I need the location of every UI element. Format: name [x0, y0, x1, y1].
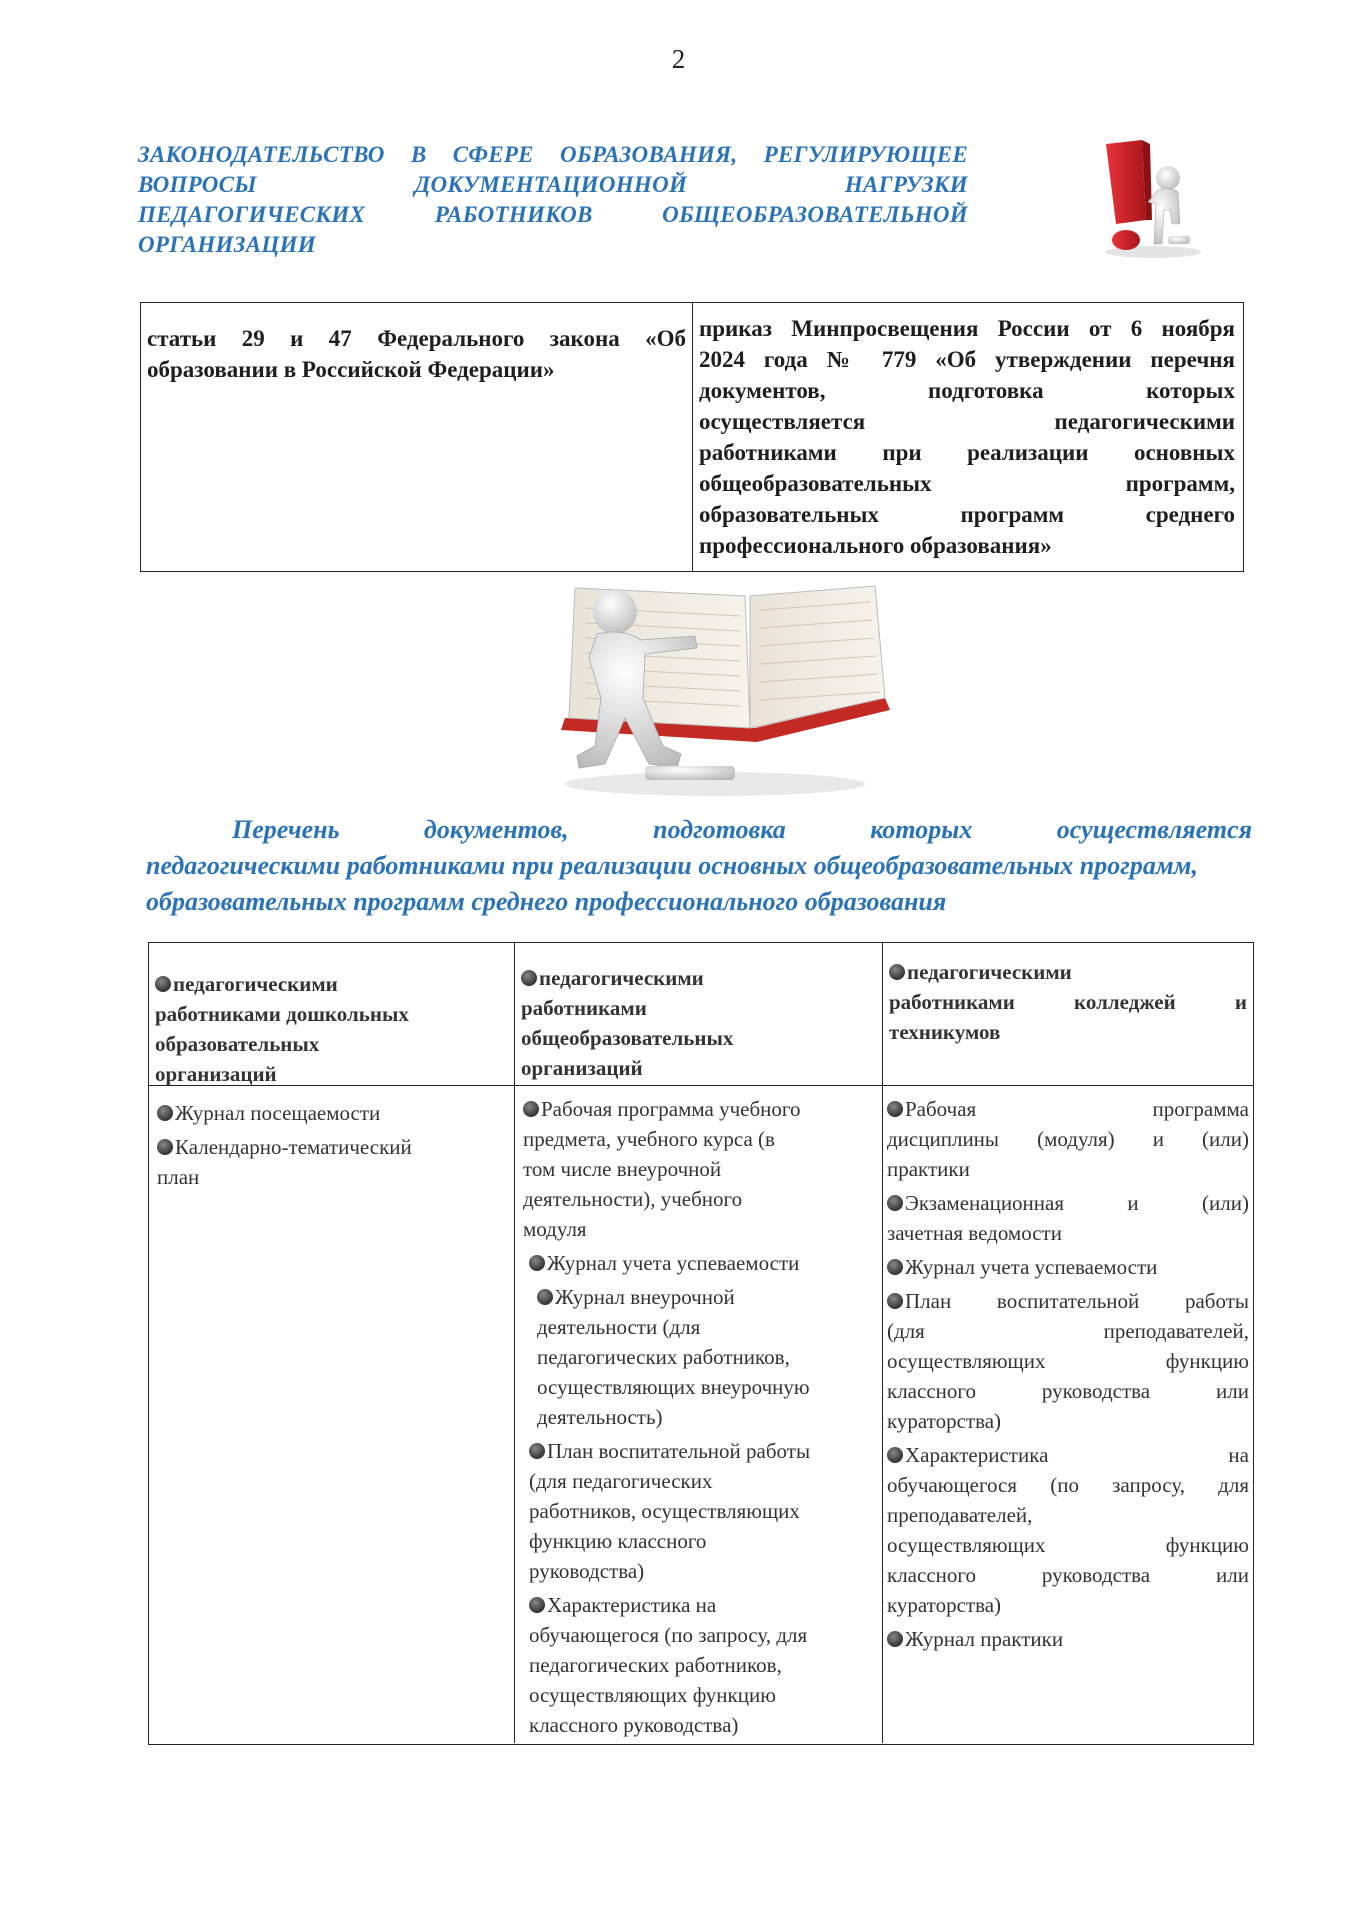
item-line: функцию классного — [529, 1529, 707, 1553]
law-line: приказ Минпросвещения России от 6 ноября — [699, 316, 1235, 341]
list-item — [523, 1436, 876, 1586]
list-item — [887, 1440, 1249, 1620]
header-line: общеобразовательных — [521, 1026, 734, 1050]
bullet-icon — [889, 964, 905, 980]
bullet-icon — [157, 1105, 173, 1121]
page-number: 2 — [671, 44, 686, 74]
list-item — [523, 1590, 876, 1740]
item-line: педагогических работников, — [537, 1345, 790, 1369]
header-line: образовательных — [155, 1032, 320, 1056]
bullet-icon — [529, 1597, 545, 1613]
title-line: ПЕДАГОГИЧЕСКИХ РАБОТНИКОВ ОБЩЕОБРАЗОВАТЕЛЬНОЙ — [138, 202, 968, 227]
item-line: классного руководства или — [887, 1563, 1249, 1587]
header-line: педагогическими — [539, 966, 704, 990]
item-line: модуля — [523, 1217, 587, 1241]
list-item — [157, 1132, 508, 1192]
list-item — [887, 1188, 1249, 1248]
header-line: педагогическими — [907, 960, 1072, 984]
header-line: организаций — [521, 1056, 643, 1080]
law-line: работниками при реализации основных — [699, 440, 1235, 465]
bullet-icon — [887, 1259, 903, 1275]
item-line: классного руководства) — [529, 1713, 739, 1737]
law-line: образовании в Российской Федерации» — [147, 357, 555, 382]
list-title-first-line: Перечень документов, подготовка которых осуществляется — [232, 815, 1252, 844]
header-line: техникумов — [889, 1020, 1001, 1044]
item-line: кураторства) — [887, 1409, 1002, 1433]
item-line: Журнал практики — [905, 1627, 1064, 1651]
item-line: классного руководства или — [887, 1379, 1249, 1403]
header-line: организаций — [155, 1062, 277, 1086]
item-line: Календарно-тематический — [175, 1135, 412, 1159]
bullet-icon — [887, 1293, 903, 1309]
item-line: деятельности), учебного — [523, 1187, 743, 1211]
bullet-icon — [155, 976, 171, 992]
list-item — [887, 1094, 1249, 1184]
item-line: (для преподавателей, — [887, 1319, 1249, 1343]
law-line: документов, подготовка которых — [699, 378, 1235, 403]
header-preschool — [149, 943, 515, 1085]
bullet-icon — [521, 970, 537, 986]
header-colleges — [883, 943, 1253, 1085]
item-line: осуществляющих внеурочную — [537, 1375, 810, 1399]
book-figure-illustration — [545, 578, 895, 798]
item-line: Характеристика на — [905, 1443, 1249, 1467]
law-line: профессионального образования» — [699, 533, 1052, 558]
law-cell-order — [693, 303, 1243, 571]
bullet-icon — [887, 1447, 903, 1463]
table-body-row — [149, 1086, 1253, 1743]
item-line: том числе внеурочной — [523, 1157, 722, 1181]
item-line: План воспитательной работы — [547, 1439, 811, 1463]
header-line: работниками — [521, 996, 647, 1020]
laws-table — [140, 302, 1244, 572]
item-line: план — [157, 1165, 200, 1189]
list-item — [523, 1248, 876, 1278]
item-line: Журнал учета успеваемости — [905, 1255, 1158, 1279]
item-line: обучающегося (по запросу, для — [529, 1623, 808, 1647]
item-line: дисциплины (модуля) и (или) — [887, 1127, 1249, 1151]
college-documents — [883, 1086, 1253, 1743]
item-line: осуществляющих функцию — [529, 1683, 776, 1707]
law-cell-federal — [141, 303, 693, 571]
bullet-icon — [157, 1139, 173, 1155]
bullet-icon — [887, 1101, 903, 1117]
header-line: педагогическими — [173, 972, 338, 996]
exclamation-figure-icon — [1098, 140, 1208, 260]
preschool-documents — [149, 1086, 515, 1743]
law-line: общеобразовательных программ, — [699, 471, 1235, 496]
item-line: План воспитательной работы — [905, 1289, 1249, 1313]
item-line: Журнал внеурочной — [555, 1285, 735, 1309]
bullet-icon — [529, 1443, 545, 1459]
item-line: педагогических работников, — [529, 1653, 782, 1677]
list-item — [887, 1286, 1249, 1436]
school-documents — [515, 1086, 883, 1743]
list-item — [523, 1094, 876, 1244]
bullet-icon — [523, 1101, 539, 1117]
item-line: Рабочая программа — [905, 1097, 1249, 1121]
bullet-icon — [537, 1289, 553, 1305]
item-line: кураторства) — [887, 1593, 1002, 1617]
item-line: Характеристика на — [547, 1593, 717, 1617]
table-header-row — [149, 943, 1253, 1086]
item-line: предмета, учебного курса (в — [523, 1127, 775, 1151]
bullet-icon — [887, 1631, 903, 1647]
list-title — [146, 812, 1252, 920]
list-item — [887, 1252, 1249, 1282]
bullet-icon — [887, 1195, 903, 1211]
item-line: преподавателей, — [887, 1503, 1033, 1527]
item-line: (для педагогических — [529, 1469, 713, 1493]
item-line: Рабочая программа учебного — [541, 1097, 801, 1121]
item-line: обучающегося (по запросу, для — [887, 1473, 1249, 1497]
law-line: 2024 года № 779 «Об утверждении перечня — [699, 347, 1235, 372]
item-line: Журнал посещаемости — [175, 1101, 381, 1125]
item-line: работников, осуществляющих — [529, 1499, 800, 1523]
law-line: образовательных программ среднего — [699, 502, 1235, 527]
item-line: практики — [887, 1157, 970, 1181]
section-title — [138, 140, 968, 260]
law-line: осуществляется педагогическими — [699, 409, 1235, 434]
item-line: зачетная ведомости — [887, 1221, 1062, 1245]
list-item — [887, 1624, 1249, 1654]
list-item — [157, 1098, 508, 1128]
header-line: работниками колледжей и — [889, 990, 1247, 1014]
item-line: деятельность) — [537, 1405, 663, 1429]
bullet-icon — [529, 1255, 545, 1271]
documents-table — [148, 942, 1254, 1745]
header-general-education — [515, 943, 883, 1085]
item-line: деятельности (для — [537, 1315, 701, 1339]
item-line: Журнал учета успеваемости — [547, 1251, 800, 1275]
list-item — [523, 1282, 876, 1432]
title-line: ОРГАНИЗАЦИИ — [138, 232, 316, 257]
list-title-rest: педагогическими работниками при реализации основных общеобразовательных программ, образовательных программ среднего профессионального образования — [146, 851, 1198, 916]
item-line: руководства) — [529, 1559, 645, 1583]
item-line: Экзаменационная и (или) — [905, 1191, 1249, 1215]
item-line: осуществляющих функцию — [887, 1533, 1249, 1557]
title-line: ЗАКОНОДАТЕЛЬСТВО В СФЕРЕ ОБРАЗОВАНИЯ, РЕГУЛИРУЮЩЕЕ — [138, 142, 968, 167]
law-line: статьи 29 и 47 Федерального закона «Об — [147, 326, 686, 351]
item-line: осуществляющих функцию — [887, 1349, 1249, 1373]
title-line: ВОПРОСЫ ДОКУМЕНТАЦИОННОЙ НАГРУЗКИ — [138, 172, 968, 197]
header-line: работниками дошкольных — [155, 1002, 409, 1026]
